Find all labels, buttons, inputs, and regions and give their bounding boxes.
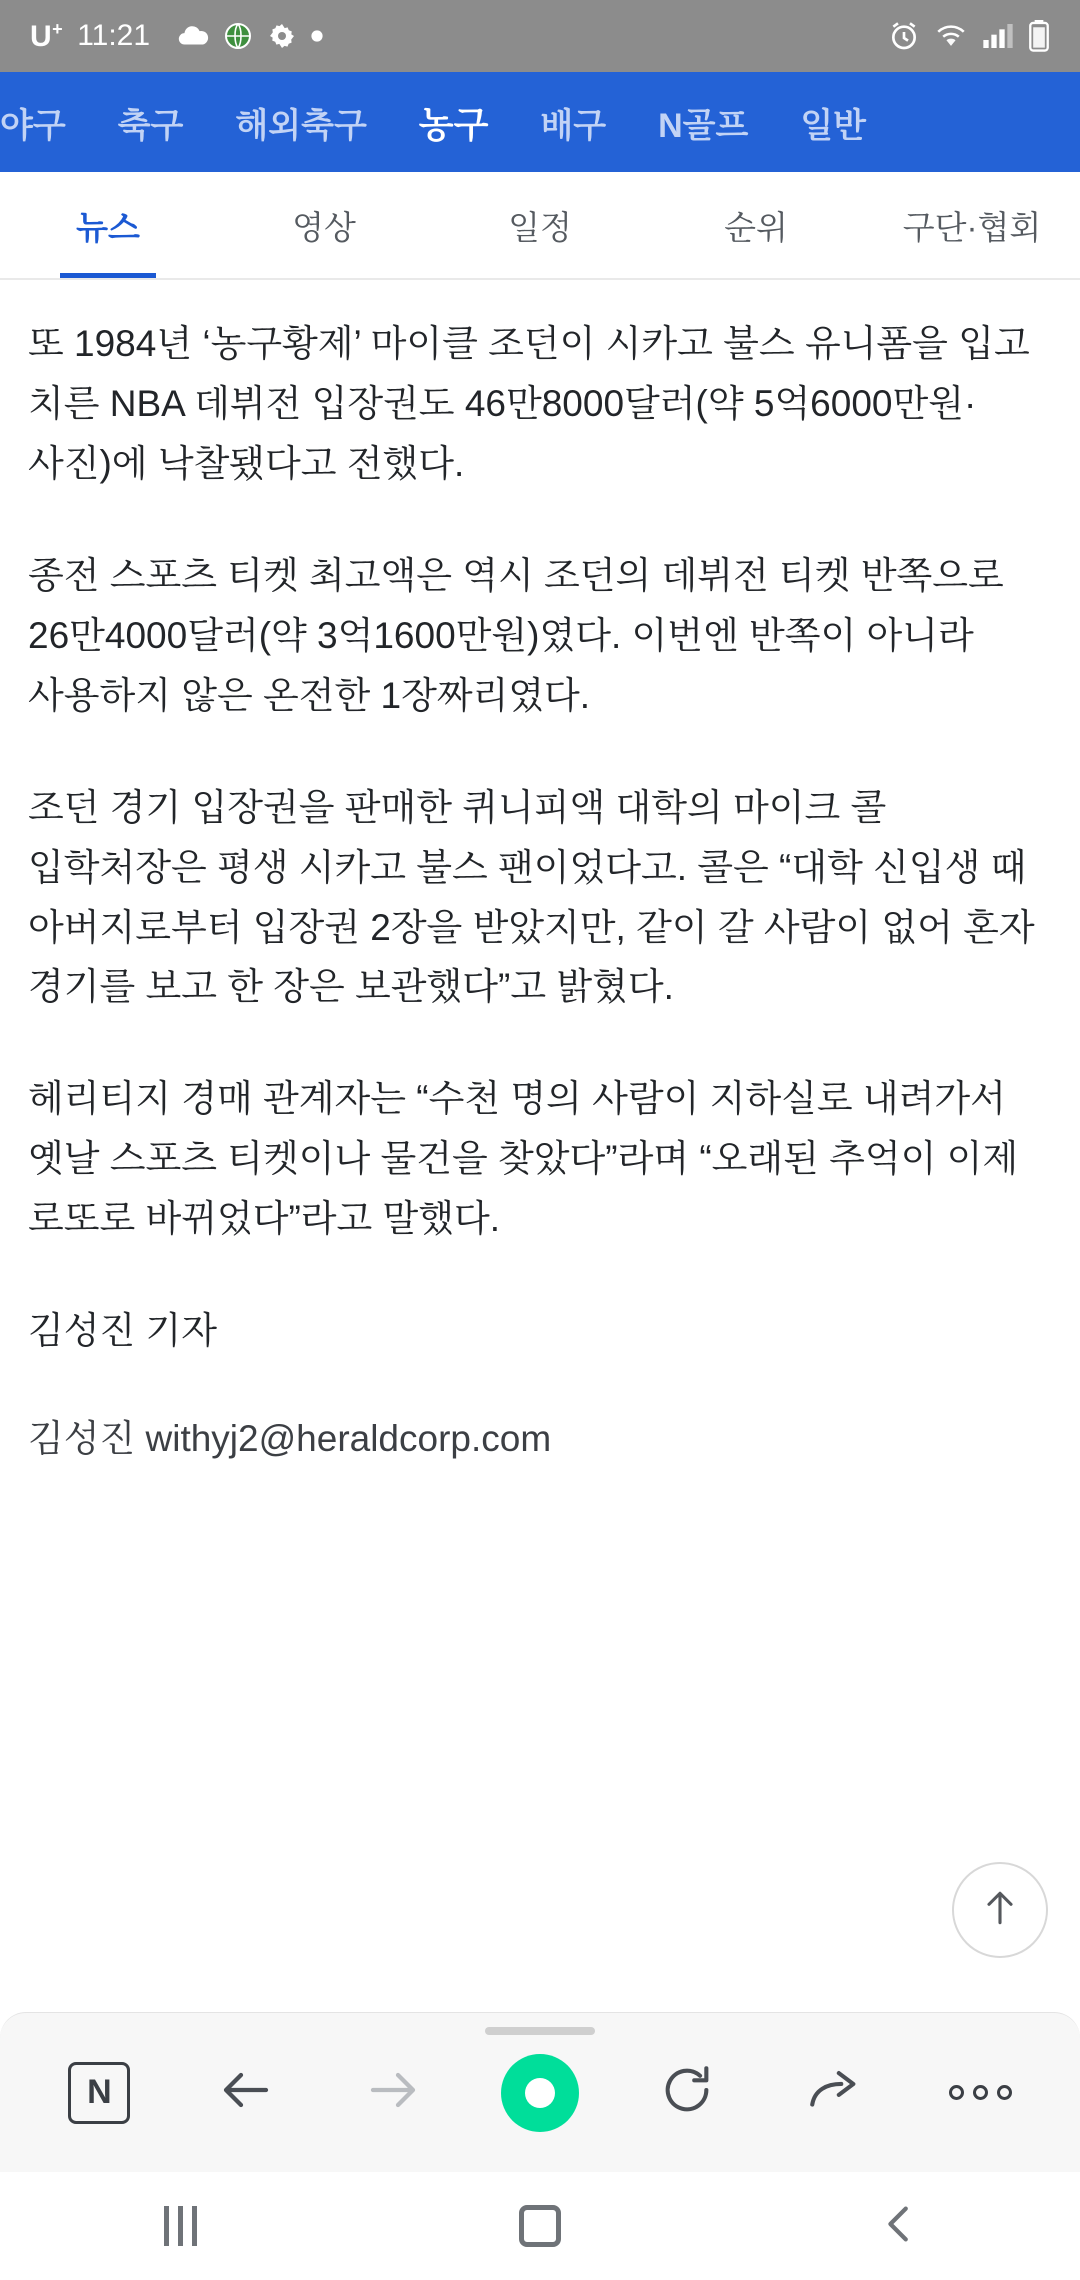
tab-schedule[interactable]: 일정 [508, 208, 572, 246]
article-paragraph: 또 1984년 ‘농구황제’ 마이클 조던이 시카고 불스 유니폼을 입고 치른 NBA 데뷔전 입장권도 46만8000달러(약 5억6000만원·사진)에 낙찰됐다고 전했다. [28, 323, 1030, 484]
section-tab-bar[interactable] [0, 172, 1080, 280]
scroll-to-top-button[interactable] [952, 1862, 1048, 1958]
status-notification-icons [176, 19, 324, 53]
tab-video[interactable]: 영상 [292, 208, 356, 246]
browser-toolbar [0, 2012, 1080, 2172]
tab-news[interactable]: 뉴스 [0, 172, 216, 278]
naver-n-icon: N [68, 2062, 130, 2124]
recents-button[interactable] [110, 2172, 250, 2280]
wifi-icon [934, 22, 968, 50]
category-item-0[interactable]: 야구 [0, 106, 66, 145]
home-button[interactable] [485, 2038, 595, 2148]
alarm-icon [888, 20, 920, 52]
category-item-1[interactable]: 축구 [117, 106, 184, 145]
status-clock: 11:21 [77, 19, 151, 52]
arrow-up-icon [978, 1886, 1022, 1935]
tab-clubs[interactable]: 구단·협회 [902, 208, 1042, 246]
battery-icon [1028, 20, 1050, 52]
category-item-5[interactable]: N골프 [658, 106, 749, 145]
tab-ranking[interactable]: 순위 [724, 208, 788, 246]
reload-button[interactable] [632, 2038, 742, 2148]
drag-handle[interactable] [485, 2027, 595, 2035]
more-dots-icon [949, 2085, 1012, 2100]
gear-icon [266, 20, 298, 52]
back-button[interactable] [191, 2038, 301, 2148]
chevron-left-icon [877, 2201, 923, 2252]
status-bar-right [888, 20, 1050, 52]
article-reporter-email: 김성진 withyj2@heraldcorp.com [28, 1418, 552, 1460]
home-square-icon [519, 2205, 561, 2247]
share-button[interactable] [779, 2038, 889, 2148]
refresh-icon [658, 2061, 716, 2124]
recents-icon [164, 2206, 197, 2246]
more-button[interactable] [925, 2038, 1035, 2148]
home-button[interactable] [470, 2172, 610, 2280]
status-bar [0, 0, 1080, 72]
dot-icon [310, 29, 324, 43]
category-item-2[interactable]: 해외축구 [235, 106, 367, 145]
status-bar-left [30, 19, 888, 54]
category-item-6[interactable]: 일반 [800, 106, 867, 145]
category-item-4[interactable]: 배구 [540, 106, 607, 145]
carrier-label: U+ [30, 18, 64, 53]
article-body [0, 280, 1080, 1460]
share-arrow-icon [805, 2061, 863, 2124]
forward-button[interactable] [338, 2038, 448, 2148]
cloud-icon [176, 19, 210, 53]
signal-icon [982, 22, 1014, 50]
arrow-right-icon [363, 2060, 423, 2125]
article-paragraph: 조던 경기 입장권을 판매한 퀴니피액 대학의 마이크 콜 입학처장은 평생 시카고 불스 팬이었다고. 콜은 “대학 신입생 때 아버지로부터 입장권 2장을 받았지만, 같이 갈 사람이 없어 혼자 경기를 보고 한 장은 보관했다”고 밝혔다. [28, 786, 1035, 1008]
carrier-plus: + [52, 18, 64, 39]
arrow-left-icon [216, 2060, 276, 2125]
back-button[interactable] [830, 2172, 970, 2280]
globe-icon [222, 20, 254, 52]
naver-home-button[interactable] [44, 2038, 154, 2148]
android-navigation-bar [0, 2172, 1080, 2280]
article-byline: 김성진 기자 [28, 1310, 217, 1352]
article-paragraph: 종전 스포츠 티켓 최고액은 역시 조던의 데뷔전 티켓 반쪽으로 26만4000달러(약 3억1600만원)였다. 이번엔 반쪽이 아니라 사용하지 않은 온전한 1장짜리였다. [28, 554, 1004, 716]
category-item-3[interactable]: 농구 [418, 103, 489, 145]
article-paragraph: 헤리티지 경매 관계자는 “수천 명의 사람이 지하실로 내려가서 옛날 스포츠 티켓이나 물건을 찾았다”라며 “오래된 추억이 이제 로또로 바뀌었다”라고 말했다. [28, 1078, 1019, 1240]
sports-category-bar[interactable] [0, 72, 1080, 172]
naver-green-circle-icon [501, 2054, 579, 2132]
